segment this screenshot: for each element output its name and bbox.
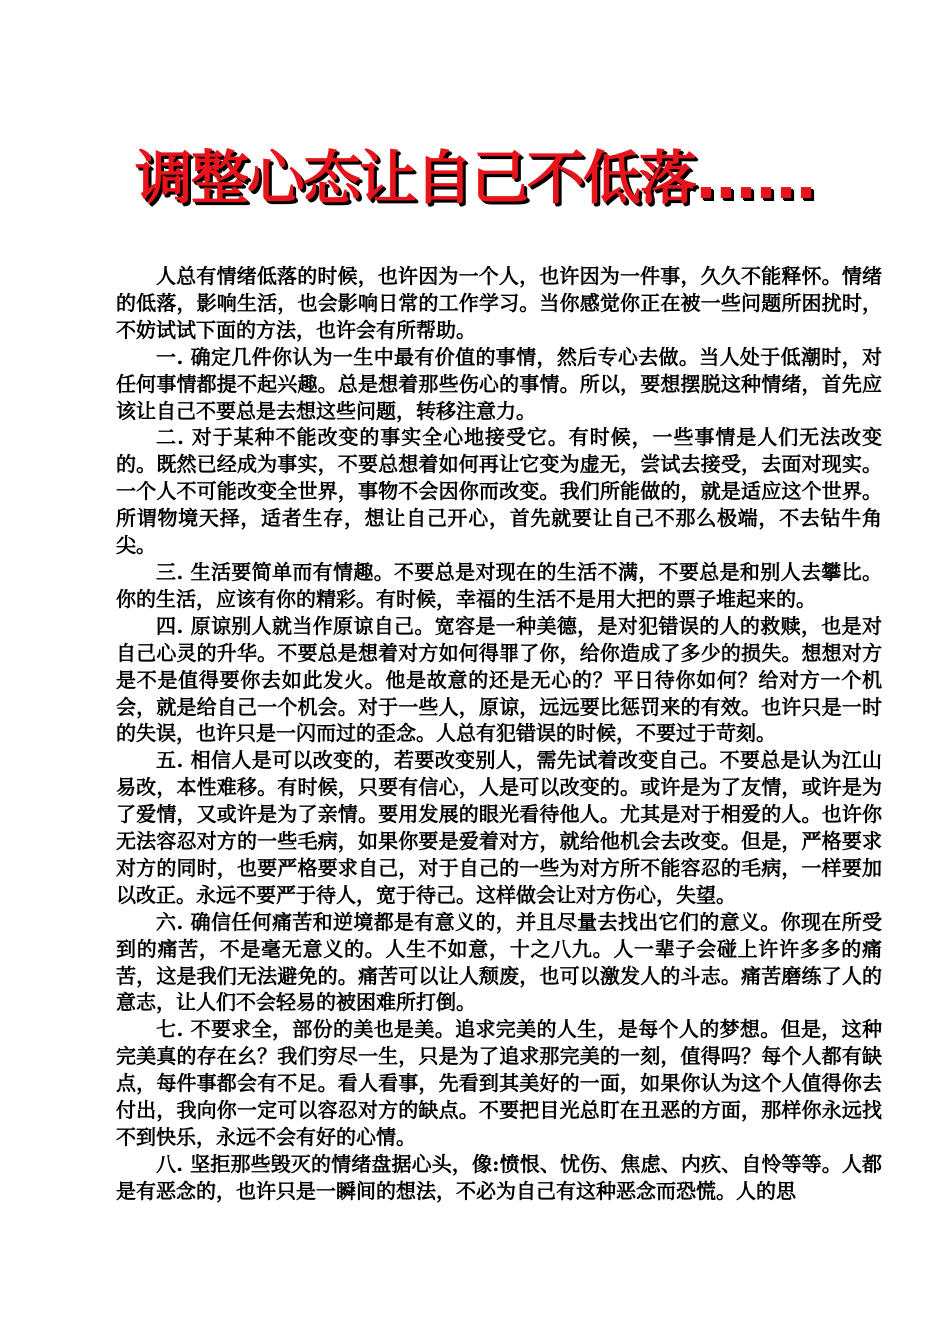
paragraph-7: 七. 不要求全，部份的美也是美。追求完美的人生，是每个人的梦想。但是，这种完美真的存在幺？我们穷尽一生，只是为了追求那完美的一刻，值得吗？每个人都有缺点，每件事都会有不足。看人看事，先看到其美好的一面，如果你认为这个人值得你去付出，我向你一定可以容忍对方的缺点。不要把目光总盯在丑恶的方面，那样你永远找不到快乐，永远不会有好的心情。 [116, 1017, 882, 1149]
paragraph-3: 三. 生活要简单而有情趣。不要总是对现在的生活不满，不要总是和别人去攀比。你的生活，应该有你的精彩。有时候，幸福的生活不是用大把的票子堆起来的。 [116, 559, 882, 611]
document-body [116, 263, 882, 1205]
paragraph-8: 八. 坚拒那些毁灭的情绪盘据心头，像:愤恨、忧伤、焦虑、内疚、自怜等等。人都是有恶念的，也许只是一瞬间的想法，不必为自己有这种恶念而恐慌。人的思 [116, 1151, 882, 1203]
paragraph-4: 四. 原谅别人就当作原谅自己。宽容是一种美德，是对犯错误的人的救赎，也是对自己心灵的升华。不要总是想着对方如何得罪了你，给你造成了多少的损失。想想对方是不是值得要你去如此发火。他是故意的还是无心的？平日待你如何？给对方一个机会，就是给自己一个机会。对于一些人，原谅，远远要比惩罚来的有效。也许只是一时的失误，也许只是一闪而过的歪念。人总有犯错误的时候，不要过于苛刻。 [116, 613, 882, 746]
paragraph-intro: 人总有情绪低落的时候，也许因为一个人，也许因为一件事，久久不能释怀。情绪的低落，影响生活，也会影响日常的工作学习。当你感觉你正在被一些问题所困扰时，不妨试试下面的方法，也许会有所帮助。 [116, 264, 882, 342]
paragraph-1: 一. 确定几件你认为一生中最有价值的事情，然后专心去做。当人处于低潮时，对任何事情都提不起兴趣。总是想着那些伤心的事情。所以，要想摆脱这种情绪，首先应该让自己不要总是去想这些问题，转移注意力。 [116, 344, 882, 423]
document-title: 调整心态让自己不低落...... [134, 144, 816, 212]
paragraph-6: 六. 确信任何痛苦和逆境都是有意义的，并且尽量去找出它们的意义。你现在所受到的痛苦，不是毫无意义的。人生不如意，十之八九。人一辈子会碰上许许多多的痛苦，这是我们无法避免的。痛苦可以让人颓废，也可以激发人的斗志。痛苦磨练了人的意志，让人们不会轻易的被困难所打倒。 [116, 909, 882, 1015]
paragraph-5: 五. 相信人是可以改变的，若要改变别人，需先试着改变自己。不要总是认为江山易改，本性难移。有时候，只要有信心，人是可以改变的。或许是为了友情，或许是为了爱情，又或许是为了亲情。要用发展的眼光看待他人。尤其是对于相爱的人。也许你无法容忍对方的一些毛病，如果你要是爱着对方，就给他机会去改变。但是，严格要求对方的同时，也要严格要求自己，对于自己的一些为对方所不能容忍的毛病，一样要加以改正。永远不要严于待人，宽于待己。这样做会让对方伤心，失望。 [116, 748, 882, 907]
paragraph-2: 二. 对于某种不能改变的事实全心地接受它。有时候，一些事情是人们无法改变的。既然已经成为事实，不要总想着如何再让它变为虚无，尝试去接受，去面对现实。一个人不可能改变全世界，事物不会因你而改变。我们所能做的，就是适应这个世界。所谓物境天择，适者生存，想让自己开心，首先就要让自己不那么极端，不去钻牛角尖。 [116, 425, 882, 558]
